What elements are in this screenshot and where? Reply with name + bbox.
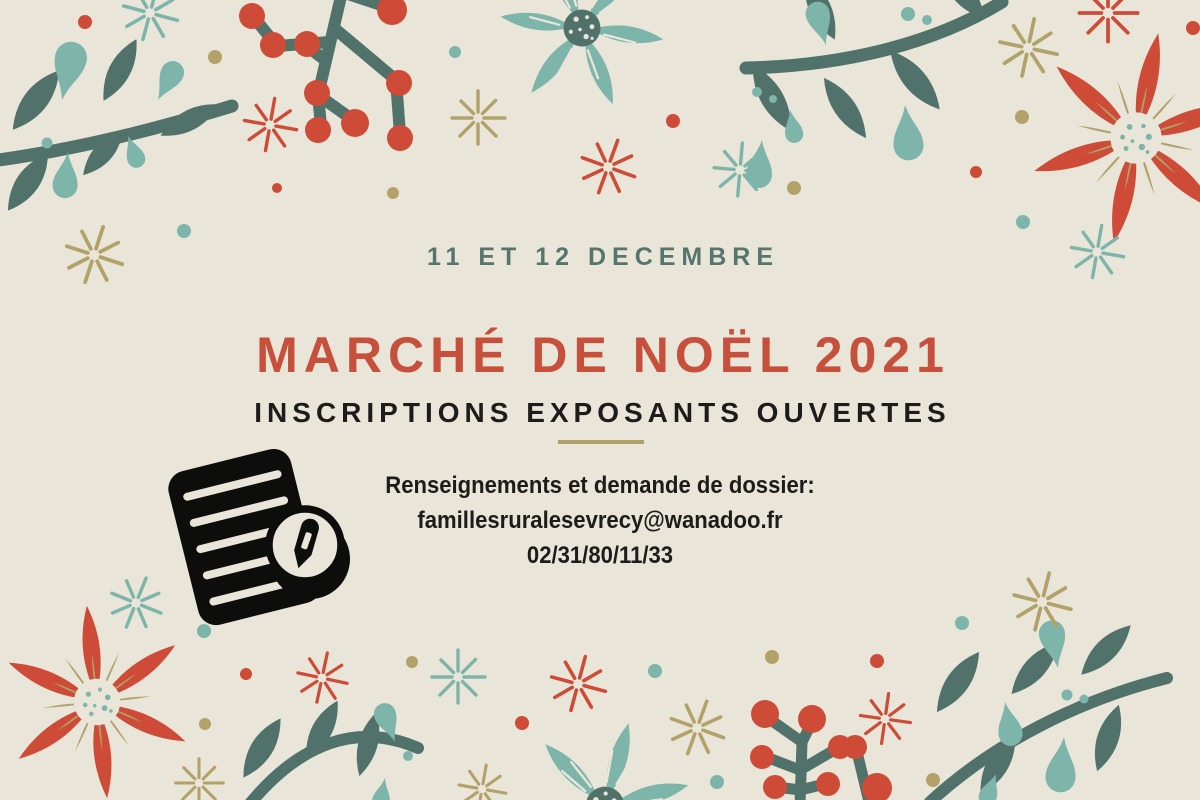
berry-cluster-bottom bbox=[750, 700, 892, 800]
contact-email: famillesruralesevrecy@wanadoo.fr bbox=[417, 507, 783, 534]
gold-divider bbox=[558, 440, 644, 444]
contact-phone: 02/31/80/11/33 bbox=[526, 542, 674, 569]
branch-bottom-right bbox=[928, 618, 1167, 800]
branch-bottom-left bbox=[234, 696, 418, 800]
branch-top-left bbox=[0, 34, 232, 217]
poinsettia-teal-bottom bbox=[503, 709, 708, 800]
branch-top-right bbox=[743, 0, 1002, 189]
event-date: 11 ET 12 DECEMBRE bbox=[426, 243, 780, 271]
poster-subtitle: INSCRIPTIONS EXPOSANTS OUVERTES bbox=[254, 397, 951, 428]
poinsettia-teal-top bbox=[490, 0, 674, 114]
poster-title: MARCHÉ DE NOËL 2021 bbox=[256, 327, 950, 383]
contact-heading: Renseignements et demande de dossier: bbox=[385, 472, 815, 499]
contact-block bbox=[0, 468, 1200, 573]
